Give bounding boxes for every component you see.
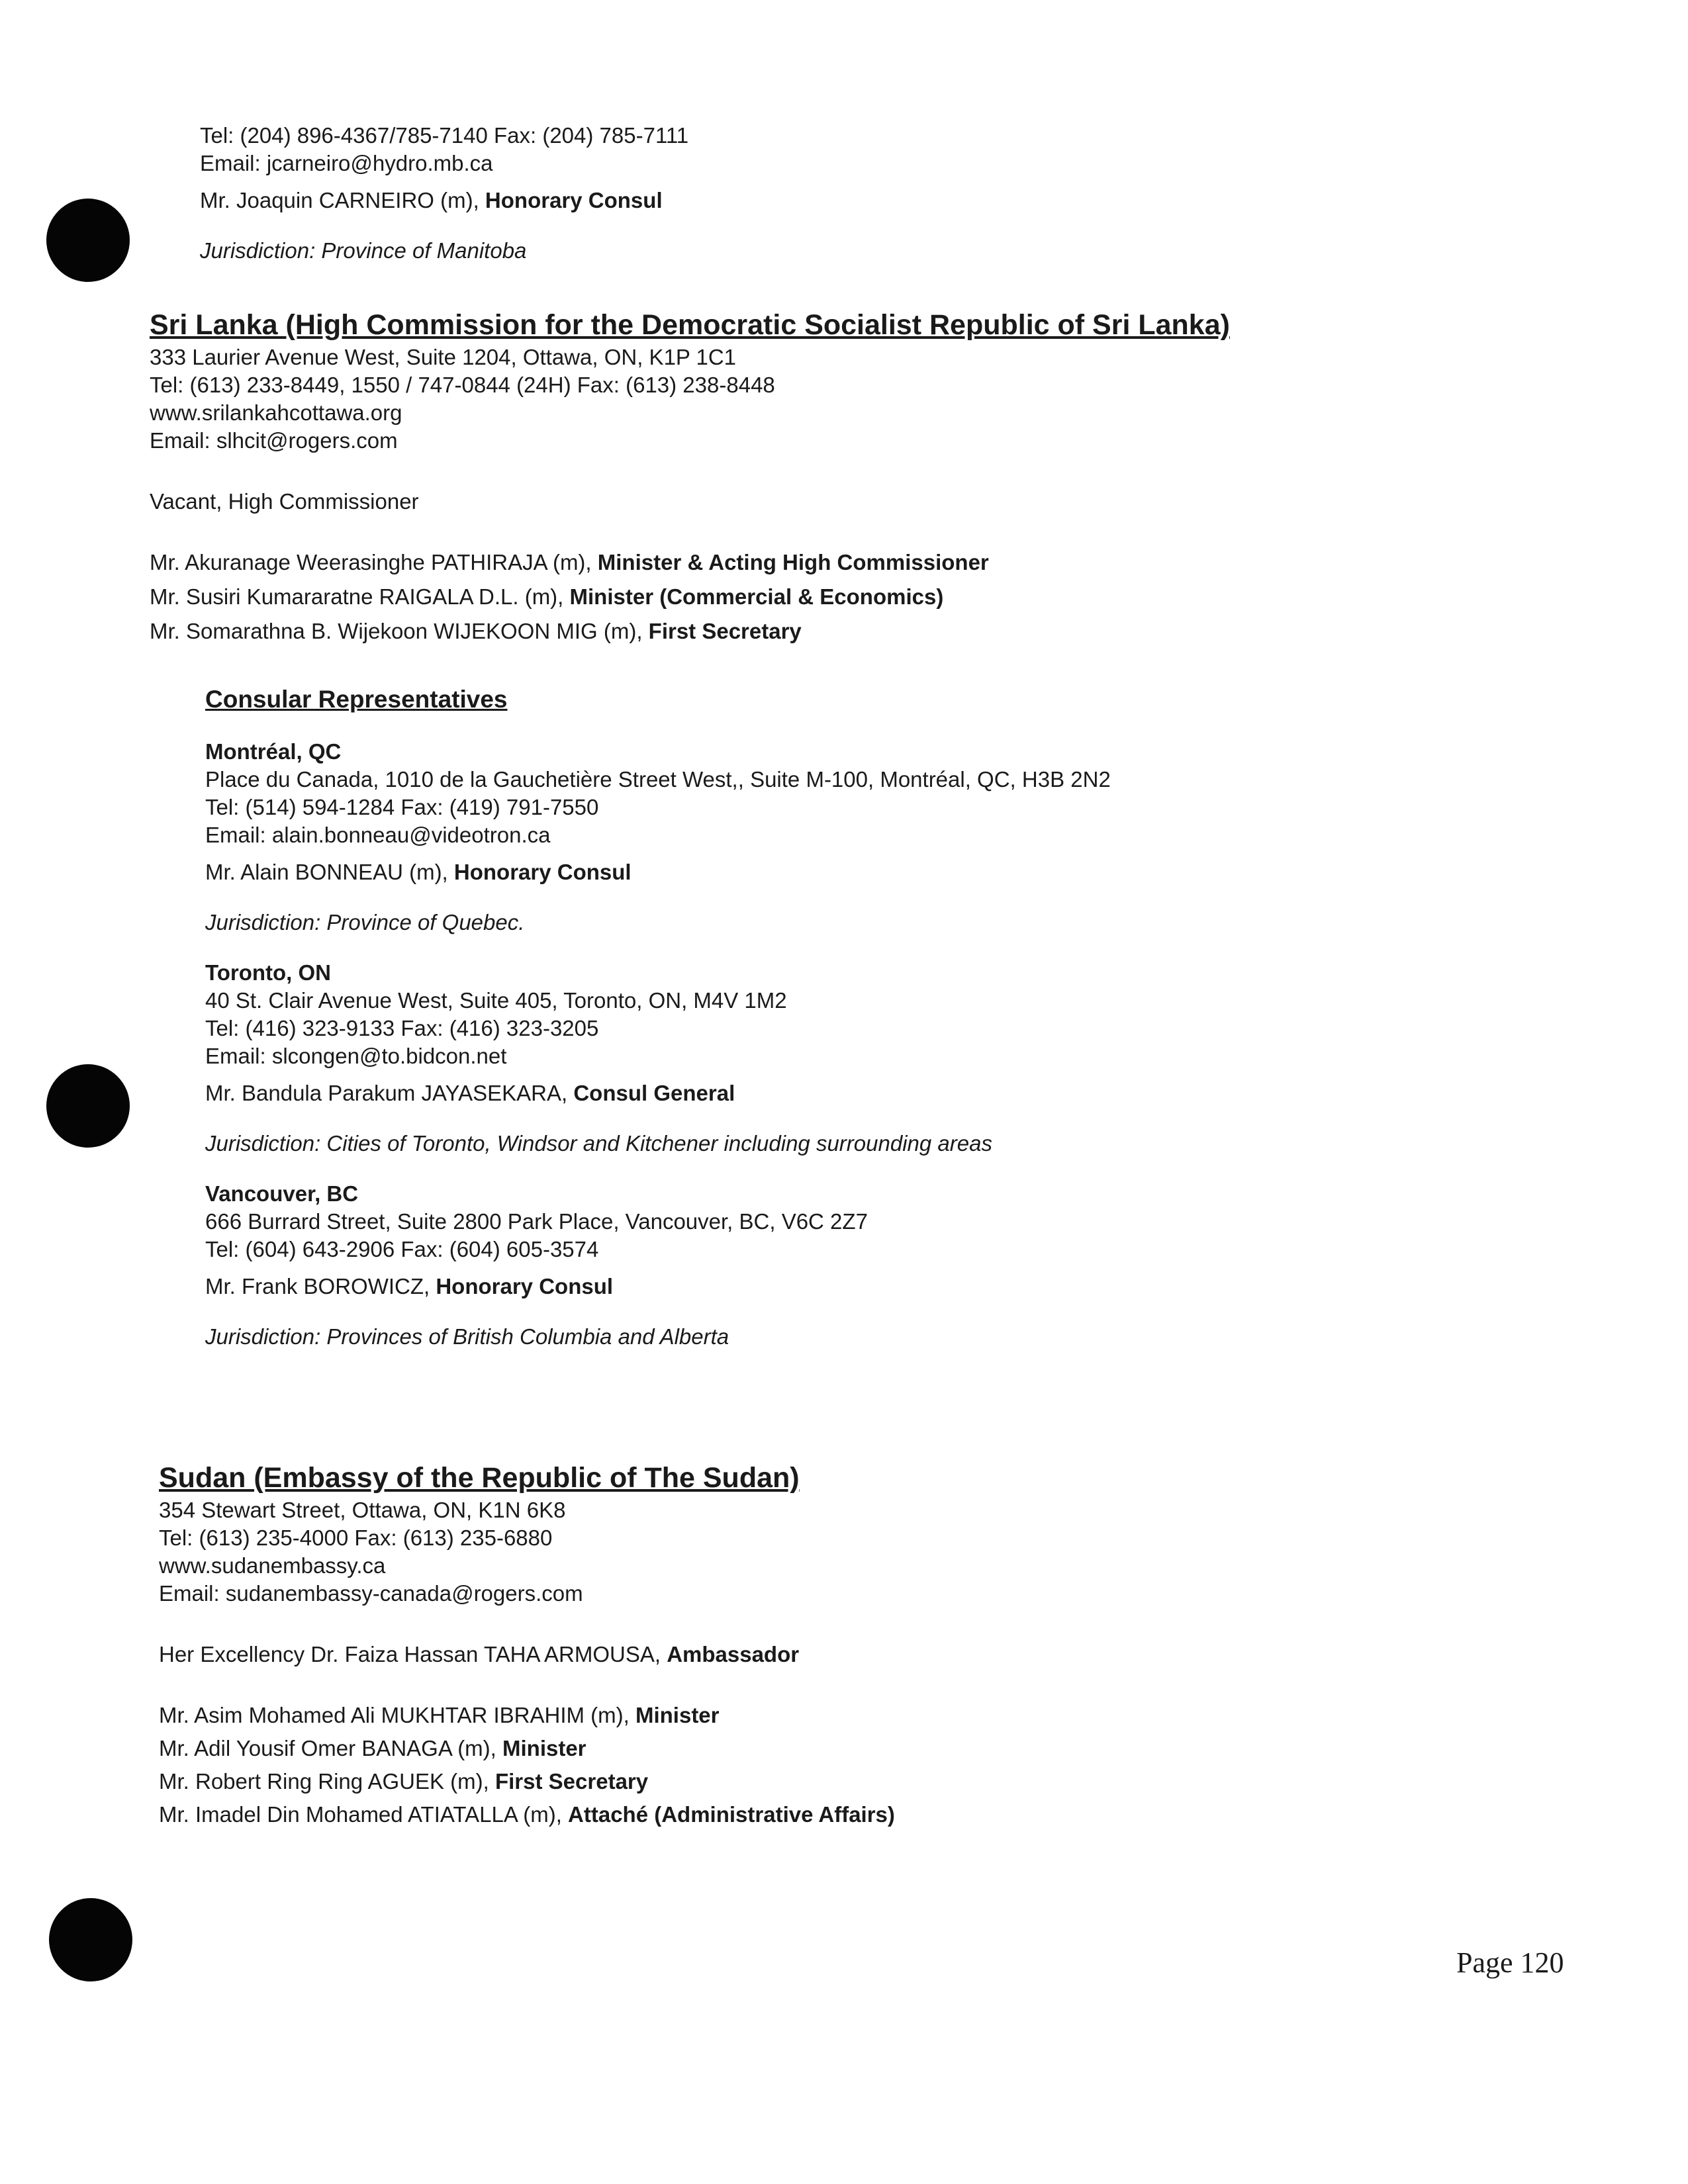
- staff-line: [150, 549, 1230, 576]
- person-name: Mr. Frank BOROWICZ,: [205, 1274, 436, 1298]
- vancouver-block: [205, 1180, 1111, 1351]
- email-line: Email: slhcit@rogers.com: [150, 428, 398, 453]
- section-heading: Sudan (Embassy of the Republic of The Sudan): [159, 1462, 800, 1494]
- staff-title: Attaché (Administrative Affairs): [568, 1802, 895, 1827]
- montreal-block: [205, 738, 1111, 936]
- punch-hole-top: [46, 199, 130, 282]
- person-line: [205, 1079, 1111, 1107]
- punch-hole-bottom: [49, 1898, 132, 1981]
- staff-name: Mr. Adil Yousif Omer BANAGA (m),: [159, 1736, 502, 1760]
- jurisdiction-line: Jurisdiction: Cities of Toronto, Windsor and Kitchener including surrounding areas: [205, 1131, 992, 1156]
- staff-title: First Secretary: [648, 619, 802, 643]
- person-title: Honorary Consul: [453, 860, 632, 884]
- staff-title: Minister: [635, 1703, 720, 1727]
- person-title: Consul General: [573, 1081, 735, 1105]
- email-line: Email: sudanembassy-canada@rogers.com: [159, 1581, 583, 1606]
- staff-name: Mr. Somarathna B. Wijekoon WIJEKOON MIG (m),: [150, 619, 649, 643]
- consular-section: [205, 684, 1111, 1351]
- jurisdiction-line: Jurisdiction: Provinces of British Columbia and Alberta: [205, 1324, 729, 1349]
- person-name: Mr. Joaquin CARNEIRO (m),: [200, 188, 485, 212]
- section-heading: Sri Lanka (High Commission for the Democratic Socialist Republic of Sri Lanka): [150, 309, 1230, 341]
- city-heading: Montréal, QC: [205, 739, 342, 764]
- website-line: www.srilankahcottawa.org: [150, 400, 402, 425]
- consular-heading: Consular Representatives: [205, 686, 508, 713]
- punch-hole-middle: [46, 1064, 130, 1148]
- staff-name: Mr. Robert Ring Ring AGUEK (m),: [159, 1769, 495, 1794]
- staff-line: [159, 1768, 895, 1796]
- person-title: Honorary Consul: [436, 1274, 614, 1298]
- page-number: Page 120: [1456, 1946, 1564, 1979]
- address-line: 666 Burrard Street, Suite 2800 Park Place, Vancouver, BC, V6C 2Z7: [205, 1209, 868, 1234]
- city-heading: Vancouver, BC: [205, 1181, 359, 1206]
- staff-name: Mr. Susiri Kumararatne RAIGALA D.L. (m),: [150, 584, 570, 609]
- vacant-line: Vacant, High Commissioner: [150, 489, 419, 514]
- person-name: Mr. Alain BONNEAU (m),: [205, 860, 454, 884]
- person-title: Honorary Consul: [485, 188, 663, 212]
- person-line: [200, 187, 688, 214]
- tel-line: Tel: (613) 233-8449, 1550 / 747-0844 (24H) Fax: (613) 238-8448: [150, 373, 775, 397]
- tel-line: Tel: (204) 896-4367/785-7140 Fax: (204) 785-7111: [200, 123, 689, 148]
- address-line: 333 Laurier Avenue West, Suite 1204, Ottawa, ON, K1P 1C1: [150, 345, 737, 369]
- address-line: Place du Canada, 1010 de la Gauchetière Street West,, Suite M-100, Montréal, QC, H3B 2N2: [205, 767, 1111, 792]
- staff-name: Mr. Imadel Din Mohamed ATIATALLA (m),: [159, 1802, 569, 1827]
- staff-line: [159, 1702, 895, 1729]
- address-line: 40 St. Clair Avenue West, Suite 405, Toronto, ON, M4V 1M2: [205, 988, 787, 1013]
- ambassador-line: [159, 1641, 895, 1668]
- staff-line: [150, 617, 1230, 645]
- staff-name: Mr. Asim Mohamed Ali MUKHTAR IBRAHIM (m),: [159, 1703, 635, 1727]
- email-line: Email: slcongen@to.bidcon.net: [205, 1044, 507, 1068]
- staff-line: [159, 1735, 895, 1762]
- staff-line: [150, 583, 1230, 611]
- tel-line: Tel: (514) 594-1284 Fax: (419) 791-7550: [205, 795, 599, 819]
- staff-name: Mr. Akuranage Weerasinghe PATHIRAJA (m),: [150, 550, 598, 574]
- tel-line: Tel: (416) 323-9133 Fax: (416) 323-3205: [205, 1016, 599, 1040]
- ambassador-title: Ambassador: [667, 1642, 800, 1666]
- jurisdiction-line: Jurisdiction: Province of Manitoba: [200, 238, 527, 263]
- manitoba-consul-block: [200, 122, 688, 265]
- staff-title: Minister & Acting High Commissioner: [597, 550, 989, 574]
- staff-title: Minister (Commercial & Economics): [569, 584, 944, 609]
- toronto-block: [205, 959, 1111, 1158]
- staff-line: [159, 1801, 895, 1829]
- website-line: www.sudanembassy.ca: [159, 1553, 386, 1578]
- city-heading: Toronto, ON: [205, 960, 332, 985]
- srilanka-section: [150, 306, 1230, 645]
- person-name: Mr. Bandula Parakum JAYASEKARA,: [205, 1081, 574, 1105]
- person-line: [205, 1273, 1111, 1300]
- address-line: 354 Stewart Street, Ottawa, ON, K1N 6K8: [159, 1498, 566, 1522]
- staff-title: First Secretary: [494, 1769, 649, 1794]
- sudan-section: [159, 1459, 895, 1829]
- jurisdiction-line: Jurisdiction: Province of Quebec.: [205, 910, 525, 934]
- staff-title: Minister: [502, 1736, 586, 1760]
- email-line: Email: jcarneiro@hydro.mb.ca: [200, 151, 493, 175]
- email-line: Email: alain.bonneau@videotron.ca: [205, 823, 551, 847]
- person-line: [205, 858, 1111, 886]
- tel-line: Tel: (613) 235-4000 Fax: (613) 235-6880: [159, 1525, 553, 1550]
- ambassador-name: Her Excellency Dr. Faiza Hassan TAHA ARMOUSA,: [159, 1642, 667, 1666]
- tel-line: Tel: (604) 643-2906 Fax: (604) 605-3574: [205, 1237, 599, 1261]
